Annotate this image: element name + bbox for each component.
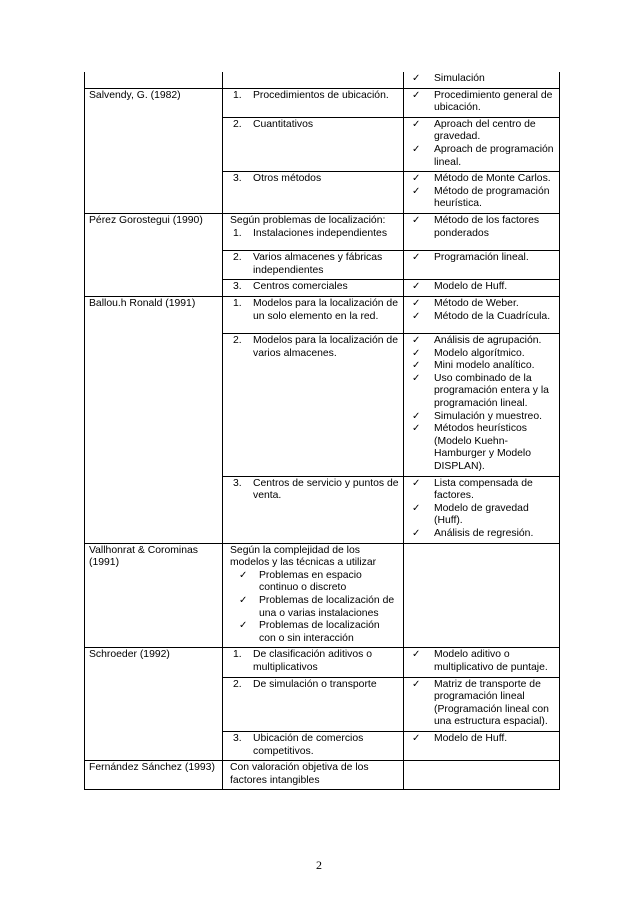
methods-cell <box>404 296 560 333</box>
table-row <box>85 731 560 760</box>
checklist-item <box>408 348 555 361</box>
author-cell <box>85 251 223 280</box>
checklist-item <box>408 252 555 265</box>
author-cell <box>85 334 223 477</box>
check-icon: ✓ <box>239 620 248 632</box>
table-row <box>85 213 560 250</box>
check-icon: ✓ <box>412 732 421 744</box>
table-row <box>85 72 560 88</box>
numbered-item <box>227 252 399 277</box>
checklist-item-text: Uso combinado de la programación entera y la programación lineal. <box>434 372 549 410</box>
check-icon: ✓ <box>412 310 421 322</box>
check-icon: ✓ <box>412 678 421 690</box>
methods-cell <box>404 213 560 250</box>
checklist-item <box>408 144 555 169</box>
category-cell <box>223 117 404 171</box>
table-row <box>85 117 560 171</box>
item-number: 1. <box>233 227 242 239</box>
checklist-item-text: Lista compensada de factores. <box>434 477 533 502</box>
numbered-item <box>227 679 399 692</box>
category-cell <box>223 172 404 214</box>
author-cell <box>85 213 223 250</box>
numbered-item <box>227 119 399 132</box>
numbered-item <box>227 90 399 103</box>
methods-cell <box>404 677 560 731</box>
numbered-item <box>227 281 399 294</box>
sub-checklist-item-text: Problemas en espacio continuo o discreto <box>259 569 362 594</box>
checklist-item <box>408 90 555 115</box>
checklist-item-text: Método de programación heurística. <box>434 185 550 210</box>
author-name: Ballou.h Ronald (1991) <box>89 297 196 309</box>
checklist-item <box>408 281 555 294</box>
item-text: Otros métodos <box>253 173 322 185</box>
author-cell <box>85 280 223 297</box>
sub-checklist-item <box>227 620 399 645</box>
numbered-item <box>227 228 399 241</box>
category-cell <box>223 761 404 790</box>
methods-cell <box>404 88 560 117</box>
item-text: Modelos para la localización de un solo elemento en la red. <box>253 297 398 322</box>
check-icon: ✓ <box>412 118 421 130</box>
checklist-item-text: Aproach del centro de gravedad. <box>434 118 536 143</box>
item-text: Varios almacenes y fábricas independientes <box>253 252 383 276</box>
methods-cell <box>404 648 560 677</box>
checklist-item-text: Método de Monte Carlos. <box>434 173 551 185</box>
item-text: Procedimientos de ubicación. <box>253 89 389 101</box>
check-icon: ✓ <box>412 372 421 384</box>
author-cell <box>85 117 223 171</box>
table-row <box>85 296 560 333</box>
author-cell <box>85 677 223 731</box>
checklist-item <box>408 373 555 411</box>
item-number: 2. <box>233 335 242 347</box>
checklist-item <box>408 73 555 86</box>
checklist-item <box>408 503 555 528</box>
category-cell <box>223 731 404 760</box>
category-cell <box>223 296 404 333</box>
checklist-item-text: Matriz de transporte de programación lineal (Programación lineal con una estructura espacial). <box>434 678 549 728</box>
checklist-item-text: Método de la Cuadrícula. <box>434 310 551 322</box>
checklist-item <box>408 733 555 746</box>
checklist-item-text: Modelo aditivo o multiplicativo de puntaje. <box>434 649 548 673</box>
cell-intro: Según problemas de localización: <box>230 214 386 226</box>
check-icon: ✓ <box>239 569 248 581</box>
sub-checklist-item-text: Problemas de localización con o sin interacción <box>259 620 380 644</box>
checklist-item-text: Programación lineal. <box>434 252 529 264</box>
category-cell <box>223 213 404 250</box>
checklist-item <box>408 215 555 240</box>
checklist-item-text: Modelo de gravedad (Huff). <box>434 502 529 527</box>
check-icon: ✓ <box>412 252 421 264</box>
table-row <box>85 476 560 543</box>
methods-cell <box>404 117 560 171</box>
category-cell <box>223 677 404 731</box>
checklist-item <box>408 423 555 473</box>
checklist-item <box>408 478 555 503</box>
table-row <box>85 543 560 648</box>
methods-cell <box>404 172 560 214</box>
check-icon: ✓ <box>412 214 421 226</box>
item-number: 1. <box>233 89 242 101</box>
numbered-item <box>227 173 399 186</box>
author-cell <box>85 88 223 117</box>
spacer <box>227 240 399 248</box>
check-icon: ✓ <box>412 477 421 489</box>
methods-cell <box>404 334 560 477</box>
checklist-item-text: Simulación y muestreo. <box>434 410 542 422</box>
author-cell <box>85 648 223 677</box>
author-name: Vallhonrat & Corominas (1991) <box>89 544 198 569</box>
author-name: Fernández Sánchez (1993) <box>89 762 215 774</box>
checklist-item-text: Modelo algorítmico. <box>434 347 525 359</box>
item-number: 1. <box>233 297 242 309</box>
checklist-item <box>408 119 555 144</box>
table-row <box>85 172 560 214</box>
check-icon: ✓ <box>412 281 421 293</box>
checklist-item-text: Mini modelo analítico. <box>434 360 535 372</box>
category-cell <box>223 648 404 677</box>
item-text: Centros comerciales <box>253 281 348 293</box>
table-row <box>85 88 560 117</box>
methods-table <box>84 72 560 790</box>
item-number: 3. <box>233 173 242 185</box>
numbered-item <box>227 298 399 323</box>
author-cell <box>85 731 223 760</box>
author-cell <box>85 761 223 790</box>
item-text: De clasificación aditivos o multiplicativos <box>253 649 372 673</box>
table-row <box>85 761 560 790</box>
table-cell <box>223 72 404 88</box>
checklist-item-text: Modelo de Huff. <box>434 281 508 293</box>
item-text: Cuantitativos <box>253 118 314 130</box>
item-text: Ubicación de comercios competitivos. <box>253 732 364 757</box>
author-name: Schroeder (1992) <box>89 649 170 661</box>
author-cell <box>85 296 223 333</box>
checklist-item-text: Procedimiento general de ubicación. <box>434 89 553 114</box>
numbered-item <box>227 335 399 360</box>
item-number: 2. <box>233 678 242 690</box>
check-icon: ✓ <box>412 185 421 197</box>
checklist-item <box>408 311 555 324</box>
category-cell <box>223 476 404 543</box>
table-cell <box>85 72 223 88</box>
item-number: 1. <box>233 649 242 661</box>
item-number: 2. <box>233 118 242 130</box>
check-icon: ✓ <box>412 335 421 347</box>
item-text: De simulación o transporte <box>253 678 377 690</box>
check-icon: ✓ <box>412 502 421 514</box>
check-icon: ✓ <box>412 297 421 309</box>
checklist-item <box>408 186 555 211</box>
methods-cell <box>404 731 560 760</box>
checklist-item-text: Métodos heurísticos (Modelo Kuehn-Hamburger y Modelo DISPLAN). <box>434 423 532 473</box>
check-icon: ✓ <box>239 594 248 606</box>
item-number: 3. <box>233 732 242 744</box>
check-icon: ✓ <box>412 649 421 661</box>
checklist-item <box>408 679 555 729</box>
item-text: Centros de servicio y puntos de venta. <box>253 477 399 502</box>
methods-cell <box>404 251 560 280</box>
table-row <box>85 280 560 297</box>
check-icon: ✓ <box>412 410 421 422</box>
author-cell <box>85 172 223 214</box>
checklist-item-text: Análisis de regresión. <box>434 528 534 539</box>
table-cell <box>404 72 560 88</box>
check-icon: ✓ <box>412 143 421 155</box>
item-text: Instalaciones independientes <box>253 227 388 239</box>
author-cell <box>85 543 223 648</box>
check-icon: ✓ <box>412 89 421 101</box>
cell-intro: Según la complejidad de los modelos y las técnicas a utilizar <box>230 544 377 569</box>
spacer <box>408 323 555 331</box>
methods-cell <box>404 476 560 543</box>
item-number: 2. <box>233 252 242 264</box>
numbered-item <box>227 733 399 758</box>
checklist-item-text: Simulación <box>434 73 485 84</box>
category-cell <box>223 543 404 648</box>
numbered-item <box>227 478 399 503</box>
table-row <box>85 334 560 477</box>
check-icon: ✓ <box>412 528 421 539</box>
checklist-item-text: Método de los factores ponderados <box>434 214 540 239</box>
author-cell <box>85 476 223 543</box>
sub-checklist-item-text: Problemas de localización de una o varias instalaciones <box>259 594 395 619</box>
check-icon: ✓ <box>412 360 421 372</box>
checklist-item <box>408 649 555 674</box>
table-row <box>85 648 560 677</box>
check-icon: ✓ <box>412 347 421 359</box>
checklist-item <box>408 360 555 373</box>
item-number: 3. <box>233 281 242 293</box>
checklist-item-text: Análisis de agrupación. <box>434 335 542 347</box>
checklist-item <box>408 173 555 186</box>
methods-cell <box>404 761 560 790</box>
author-name: Pérez Gorostegui (1990) <box>89 214 203 226</box>
checklist-item <box>408 411 555 424</box>
category-cell <box>223 334 404 477</box>
methods-cell <box>404 280 560 297</box>
sub-checklist-item <box>227 570 399 595</box>
check-icon: ✓ <box>412 73 421 84</box>
check-icon: ✓ <box>412 173 421 185</box>
checklist-item-text: Método de Weber. <box>434 297 519 309</box>
checklist-item <box>408 298 555 311</box>
item-text: Modelos para la localización de varios almacenes. <box>253 335 398 359</box>
cell-intro: Con valoración objetiva de los factores intangibles <box>230 762 369 786</box>
checklist-item-text: Modelo de Huff. <box>434 732 508 744</box>
category-cell <box>223 251 404 280</box>
category-cell <box>223 88 404 117</box>
page-number: 2 <box>316 858 322 872</box>
table-row <box>85 251 560 280</box>
item-number: 3. <box>233 477 242 489</box>
sub-checklist-item <box>227 595 399 620</box>
checklist-item-text: Aproach de programación lineal. <box>434 143 554 168</box>
author-name: Salvendy, G. (1982) <box>89 89 181 101</box>
table-row <box>85 677 560 731</box>
methods-cell <box>404 543 560 648</box>
checklist-item <box>408 528 555 541</box>
category-cell <box>223 280 404 297</box>
numbered-item <box>227 649 399 674</box>
check-icon: ✓ <box>412 423 421 435</box>
checklist-item <box>408 335 555 348</box>
